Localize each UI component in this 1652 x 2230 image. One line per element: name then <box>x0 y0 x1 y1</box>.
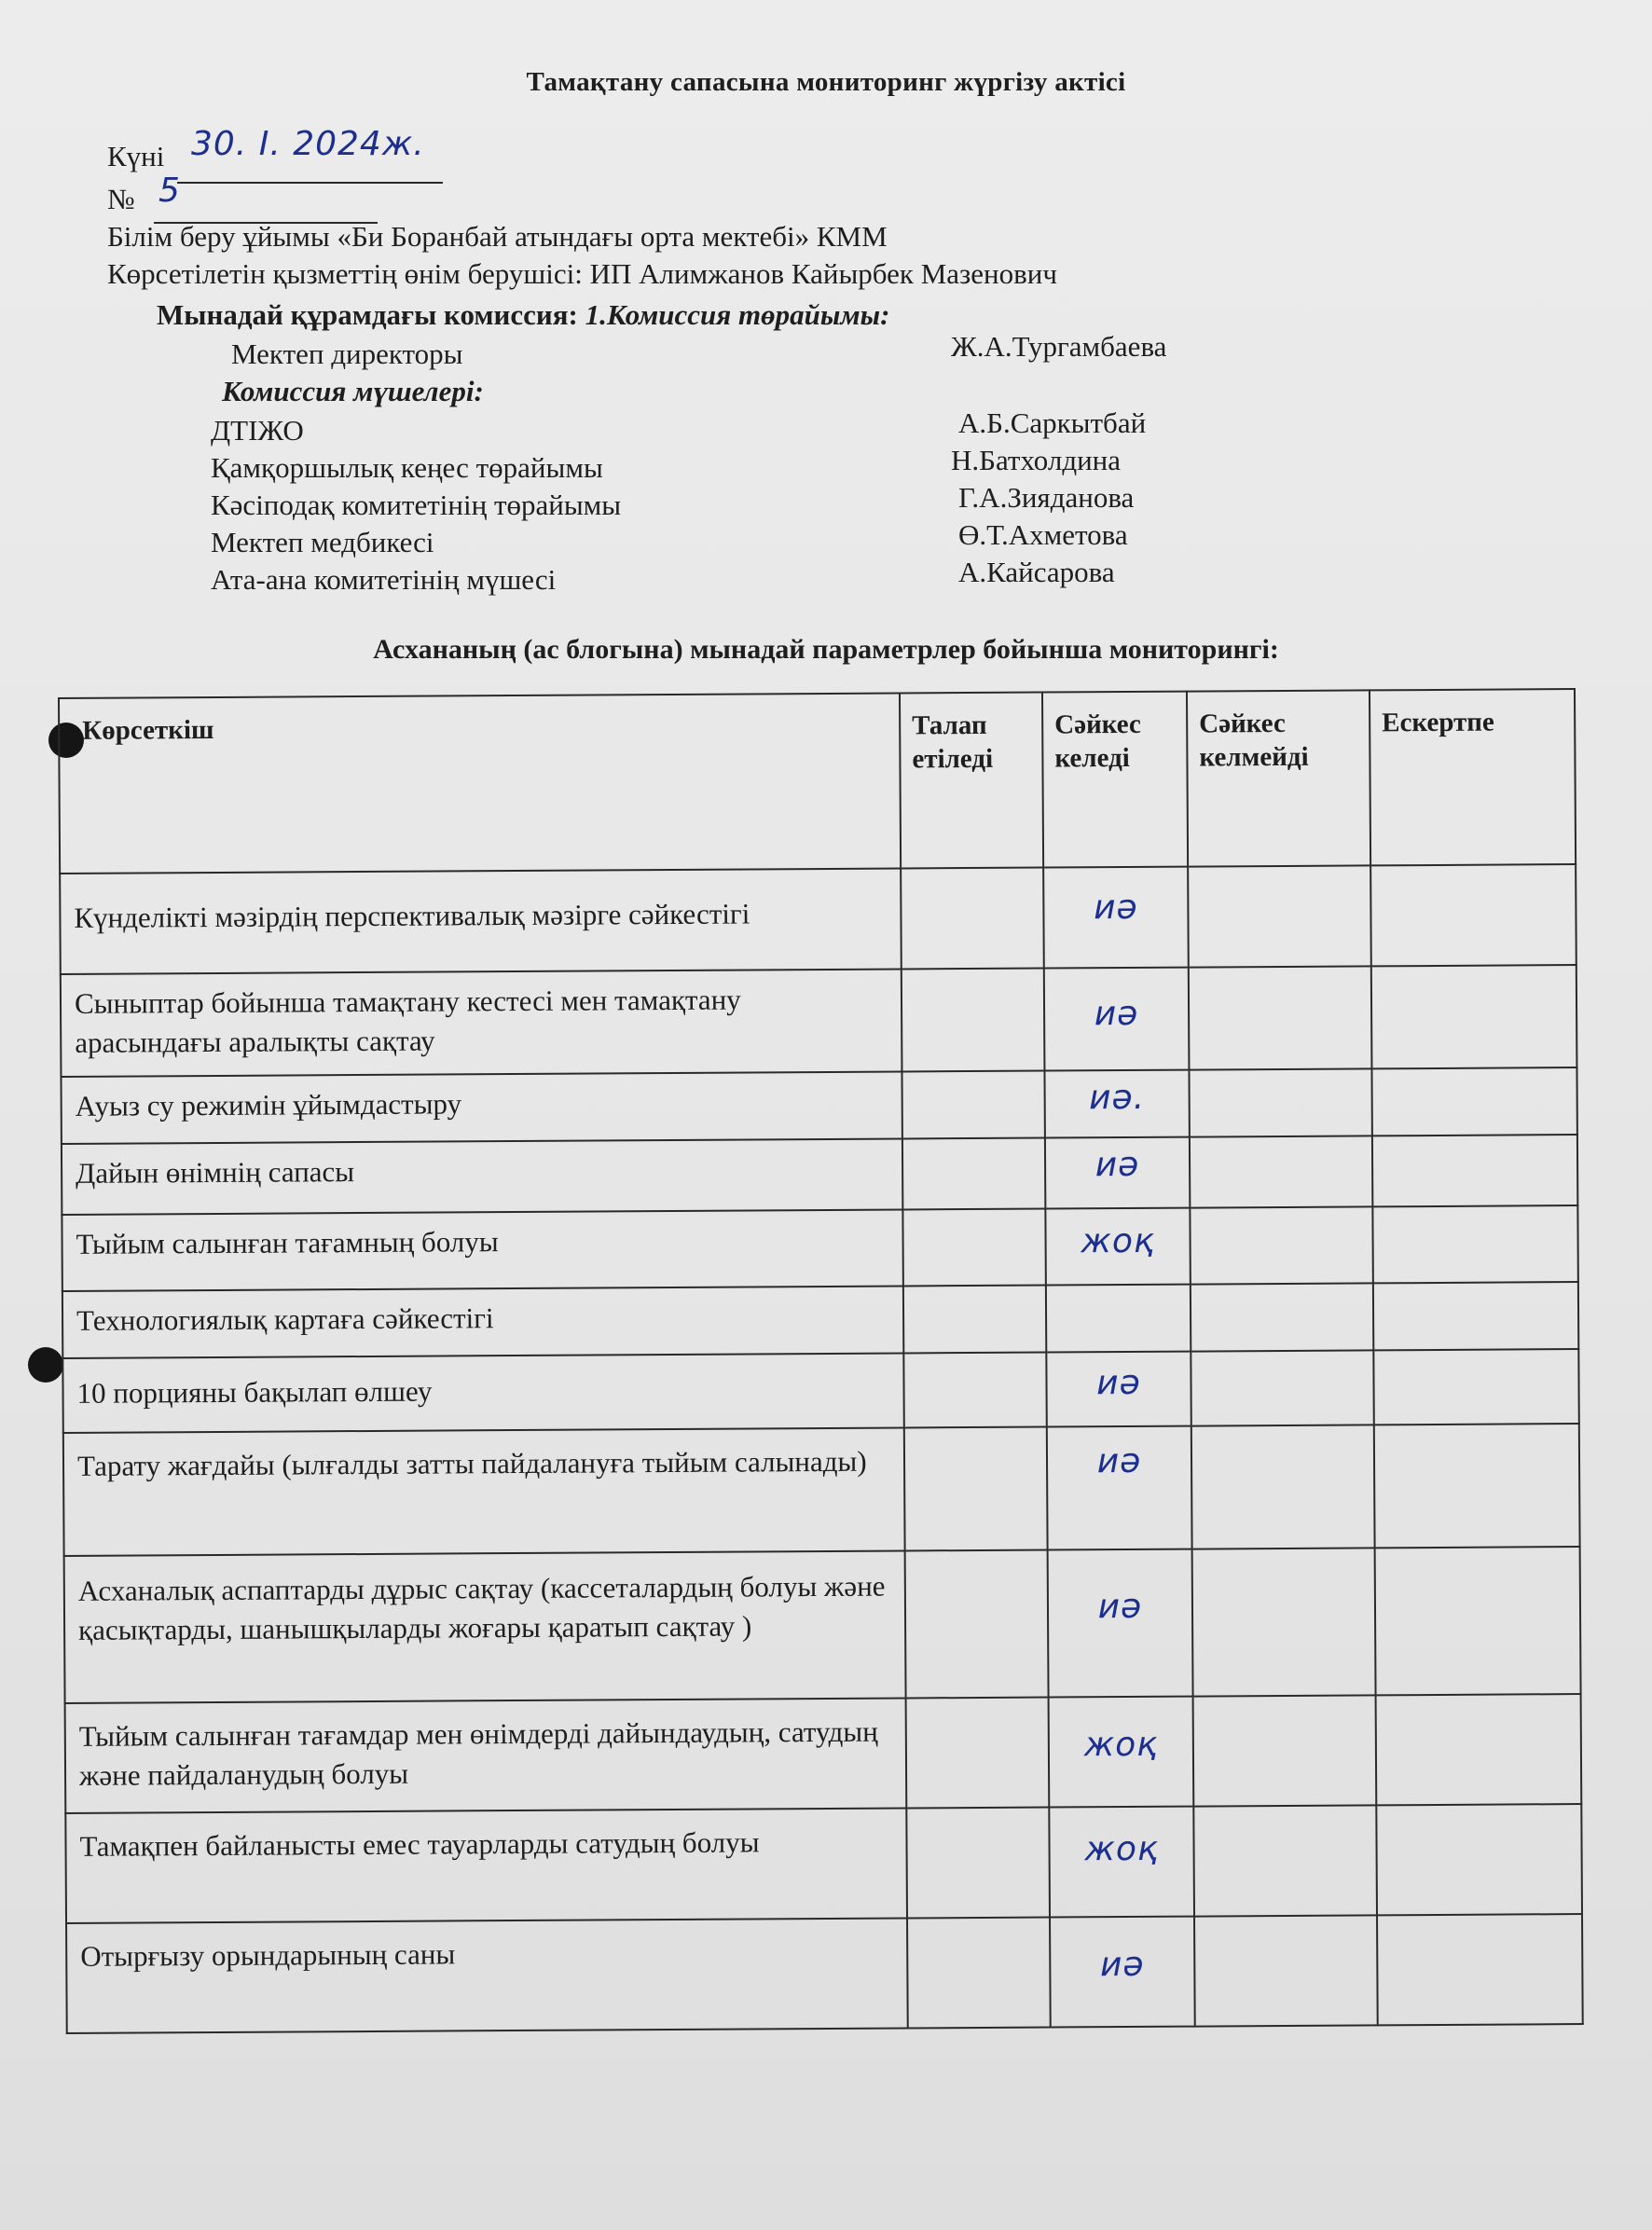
noncompliant-cell <box>1190 1206 1372 1284</box>
table-row <box>61 1067 1576 1144</box>
school-line: Білім беру ұйымы «Би Боранбай атындағы орта мектебі» КММ <box>107 220 888 253</box>
table-row <box>61 965 1577 1077</box>
table-row <box>63 1424 1580 1556</box>
monitoring-heading: Асхананың (ас блогына) мынадай параметрлер бойынша мониторингі: <box>373 634 1279 665</box>
commission-label: Мынадай құрамдағы комиссия: <box>157 298 578 331</box>
chair-heading: 1.Комиссия төрайымы: <box>585 298 890 331</box>
note-cell <box>1372 1135 1577 1206</box>
required-cell <box>904 1427 1048 1551</box>
note-cell <box>1370 864 1576 966</box>
required-cell <box>902 1138 1045 1210</box>
noncompliant-cell <box>1191 1283 1373 1351</box>
required-cell <box>903 1353 1046 1428</box>
required-cell <box>902 969 1045 1072</box>
note-cell <box>1371 965 1577 1068</box>
chair-name: Ж.А.Тургамбаева <box>951 330 1167 363</box>
note-cell <box>1373 1282 1578 1350</box>
table-row <box>65 1804 1582 1923</box>
handwritten-mark: иә <box>1096 1363 1141 1403</box>
table-row <box>66 1914 1583 2033</box>
required-cell <box>907 1918 1051 2029</box>
number-label: № <box>107 183 135 215</box>
required-cell <box>901 868 1044 970</box>
required-cell <box>906 1808 1050 1919</box>
note-cell <box>1376 1804 1582 1915</box>
required-cell <box>902 1209 1045 1287</box>
table-row <box>62 1349 1578 1433</box>
provider-line: Көрсетілетін қызметтің өнім берушісі: ИП Алимжанов Кайырбек Мазенович <box>107 257 1057 290</box>
indicator-cell: Сыныптар бойынша тамақтану кестесі мен тамақтану арасындағы аралықты сақтау <box>61 969 902 1077</box>
indicator-cell: Ауыз су режимін ұйымдастыру <box>61 1071 902 1144</box>
compliant-cell <box>1049 1807 1194 1918</box>
member-role: Қамқоршылық кеңес төрайымы <box>211 451 603 484</box>
member-role: ДТІЖО <box>211 414 304 447</box>
table-row <box>62 1282 1578 1358</box>
header-compliant: Сәйкес келеді <box>1042 692 1188 868</box>
indicator-cell: 10 порцияны бақылап өлшеу <box>62 1353 903 1433</box>
member-name: А.Б.Саркытбай <box>958 406 1147 439</box>
compliant-cell <box>1046 1285 1191 1353</box>
chair-role: Мектеп директоры <box>231 337 463 370</box>
handwritten-mark: иә <box>1094 994 1139 1034</box>
noncompliant-cell <box>1189 1068 1371 1136</box>
indicator-cell: Асханалық аспаптарды дұрыс сақтау (кассеталардың болуы және қасықтарды, шанышқыларды жоғары қаратып сақтау ) <box>64 1550 906 1703</box>
table-row <box>60 864 1576 974</box>
number-row <box>107 172 181 216</box>
handwritten-mark: жоқ <box>1081 1221 1155 1261</box>
indicator-cell: Тыйым салынған тағамның болуы <box>62 1209 902 1291</box>
document-title: Тамақтану сапасына мониторинг жүргізу актісі <box>526 67 1126 97</box>
date-value: 30. I. 2024ж. <box>191 125 425 163</box>
compliant-cell <box>1050 1917 1195 2028</box>
table-row <box>65 1694 1582 1813</box>
noncompliant-cell <box>1189 966 1372 1069</box>
compliant-cell <box>1049 1697 1194 1808</box>
compliant-cell <box>1047 1426 1192 1550</box>
noncompliant-cell <box>1193 1695 1377 1806</box>
note-cell <box>1377 1914 1583 2025</box>
indicator-cell: Технологиялық картаға сәйкестігі <box>62 1286 903 1358</box>
indicator-cell: Күнделікті мәзірдің перспективалық мәзірге сәйкестігі <box>60 868 902 974</box>
member-name: Ө.Т.Ахметова <box>958 518 1128 551</box>
header-note: Ескертпе <box>1370 689 1576 865</box>
members-heading: Комиссия мүшелері: <box>222 375 484 407</box>
noncompliant-cell <box>1191 1350 1373 1425</box>
indicator-cell: Дайын өнімнің сапасы <box>62 1138 902 1215</box>
date-row <box>107 125 425 173</box>
member-name: Н.Батхолдина <box>951 444 1122 476</box>
handwritten-mark: жоқ <box>1083 1725 1159 1765</box>
table-row <box>64 1547 1581 1703</box>
table-row <box>62 1135 1577 1215</box>
noncompliant-cell <box>1190 1136 1372 1207</box>
punch-hole-middle <box>28 1347 63 1383</box>
member-name: Г.А.Зияданова <box>958 481 1135 514</box>
member-role: Мектеп медбикесі <box>211 526 434 558</box>
handwritten-mark: иә. <box>1089 1078 1146 1118</box>
number-value: 5 <box>158 172 181 210</box>
noncompliant-cell <box>1192 1548 1376 1696</box>
compliant-cell <box>1043 867 1189 969</box>
date-underline <box>177 182 443 184</box>
note-cell <box>1372 1205 1577 1283</box>
header-indicator: Көрсеткіш <box>59 693 901 874</box>
indicator-cell: Тарату жағдайы (ылғалды затты пайдалануға тыйым салынады) <box>63 1427 905 1556</box>
note-cell <box>1373 1349 1578 1425</box>
indicator-cell: Тыйым салынған тағамдар мен өнімдерді дайындаудың, сатудың және пайдаланудың болуы <box>65 1698 907 1813</box>
indicator-cell: Тамақпен байланысты емес тауарларды сатудың болуы <box>65 1808 907 1923</box>
header-noncompliant: Сәйкес келмейді <box>1187 690 1370 866</box>
member-name: А.Кайсарова <box>958 556 1115 588</box>
compliant-cell <box>1048 1549 1193 1698</box>
required-cell <box>903 1286 1046 1354</box>
member-role: Ата-ана комитетінің мүшесі <box>211 563 557 596</box>
note-cell <box>1376 1694 1582 1805</box>
table-header-row <box>59 689 1576 874</box>
table-row <box>62 1205 1577 1291</box>
header-required: Талап етіледі <box>900 693 1043 869</box>
note-cell <box>1374 1424 1580 1548</box>
indicator-cell: Отырғызу орындарының саны <box>66 1918 908 2033</box>
handwritten-mark: иә <box>1099 1945 1145 1985</box>
compliant-cell <box>1045 1208 1190 1286</box>
commission-line <box>157 298 889 332</box>
required-cell <box>902 1071 1044 1139</box>
note-cell <box>1371 1067 1576 1136</box>
compliant-cell <box>1045 1137 1190 1209</box>
noncompliant-cell <box>1193 1805 1377 1916</box>
handwritten-mark: жоқ <box>1084 1829 1159 1869</box>
handwritten-mark: иә <box>1096 1441 1142 1481</box>
compliant-cell <box>1044 1070 1189 1138</box>
member-role: Кәсіподақ комитетінің төрайымы <box>211 489 622 521</box>
handwritten-mark: иә <box>1093 888 1138 928</box>
compliant-cell <box>1044 968 1190 1071</box>
handwritten-mark: иә <box>1094 1145 1140 1185</box>
compliant-cell <box>1046 1352 1191 1427</box>
required-cell <box>905 1550 1049 1699</box>
monitoring-table <box>58 688 1584 2034</box>
noncompliant-cell <box>1194 1915 1378 2026</box>
note-cell <box>1375 1547 1581 1695</box>
handwritten-mark: иә <box>1097 1587 1143 1627</box>
noncompliant-cell <box>1191 1425 1375 1549</box>
date-label: Күні <box>107 140 165 172</box>
noncompliant-cell <box>1188 865 1371 967</box>
required-cell <box>906 1698 1050 1809</box>
